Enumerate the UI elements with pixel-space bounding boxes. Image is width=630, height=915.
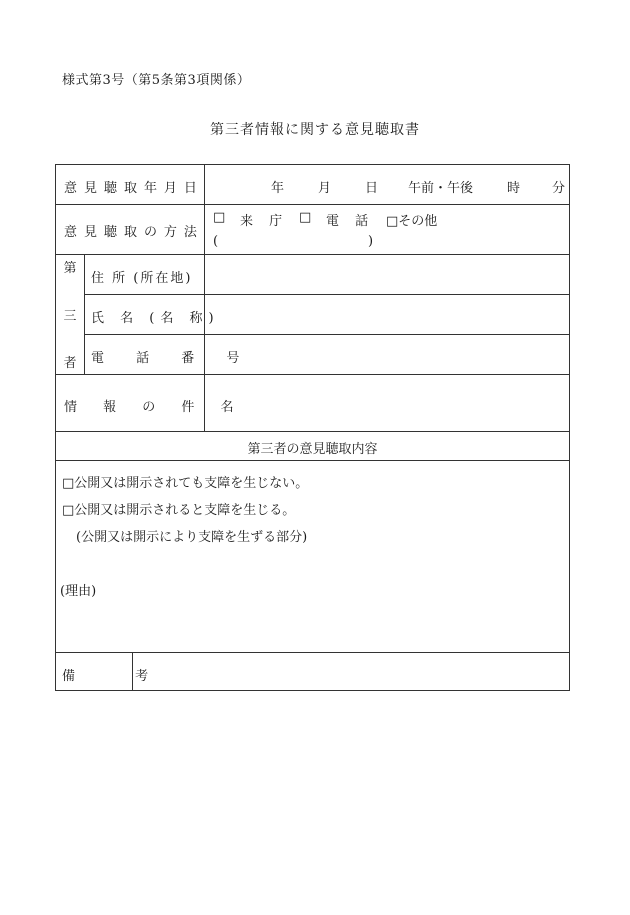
row-divider <box>56 460 569 461</box>
minute-unit: 分 <box>552 181 566 196</box>
phone-number-label: 電 話 番 号 <box>91 351 254 366</box>
reason-label: (理由) <box>60 584 97 599</box>
other-option-label[interactable]: □その他 <box>386 214 438 229</box>
label-char: 見 <box>83 225 97 240</box>
method-label <box>64 221 197 240</box>
paren-open: ( <box>213 234 219 249</box>
info-subject-label: 情 報 の 件 名 <box>64 400 245 415</box>
year-unit: 年 <box>271 181 285 196</box>
ampm-label: 午前・午後 <box>408 181 474 196</box>
label-char: の <box>143 225 157 240</box>
row-divider <box>56 431 569 432</box>
label-char: 見 <box>83 181 97 196</box>
label-char: 意 <box>64 181 78 196</box>
visit-option-label: 来 庁 <box>240 214 289 229</box>
option-no-hindrance[interactable]: □公開又は開示されても支障を生じない。 <box>62 476 309 491</box>
row-divider <box>84 334 569 335</box>
label-char: 年 <box>143 181 157 196</box>
paren-close: ) <box>368 234 374 249</box>
label-char: 法 <box>183 225 197 240</box>
label-char: 取 <box>123 225 137 240</box>
address-label: 住 所 (所在地) <box>91 271 193 286</box>
label-char: 聴 <box>103 181 117 196</box>
row-divider <box>84 294 569 295</box>
label-char: 月 <box>163 181 177 196</box>
label-char: 取 <box>123 181 137 196</box>
phone-option-label: 電 話 <box>326 214 375 229</box>
row-divider <box>56 204 569 205</box>
month-unit: 月 <box>318 181 332 196</box>
form-id: 様式第3号（第5条第3項関係） <box>62 73 251 88</box>
page-title: 第三者情報に関する意見聴取書 <box>210 122 420 138</box>
third-party-char-2: 三 <box>63 308 77 324</box>
label-char: 聴 <box>103 225 117 240</box>
third-party-char-3: 者 <box>63 356 77 371</box>
hearing-form-table <box>55 164 570 691</box>
row-divider <box>56 254 569 255</box>
label-char: 意 <box>64 225 78 240</box>
third-party-group-label <box>56 257 84 371</box>
hindrance-part-note: (公開又は開示により支障を生ずる部分) <box>76 530 308 545</box>
date-label <box>64 177 197 196</box>
label-char: 方 <box>163 225 177 240</box>
day-unit: 日 <box>365 181 379 196</box>
hour-unit: 時 <box>507 181 521 196</box>
third-party-char-1: 第 <box>63 261 77 276</box>
visit-checkbox[interactable]: □ <box>213 210 226 225</box>
column-divider <box>204 165 205 431</box>
column-divider <box>84 254 85 374</box>
row-divider <box>56 374 569 375</box>
label-char: 日 <box>183 181 197 196</box>
name-label: 氏 名 (名 称) <box>91 311 220 326</box>
option-hindrance[interactable]: □公開又は開示されると支障を生じる。 <box>62 503 296 518</box>
remarks-label: 備 考 <box>62 669 177 684</box>
opinion-header: 第三者の意見聴取内容 <box>247 442 378 457</box>
phone-checkbox[interactable]: □ <box>299 210 312 225</box>
